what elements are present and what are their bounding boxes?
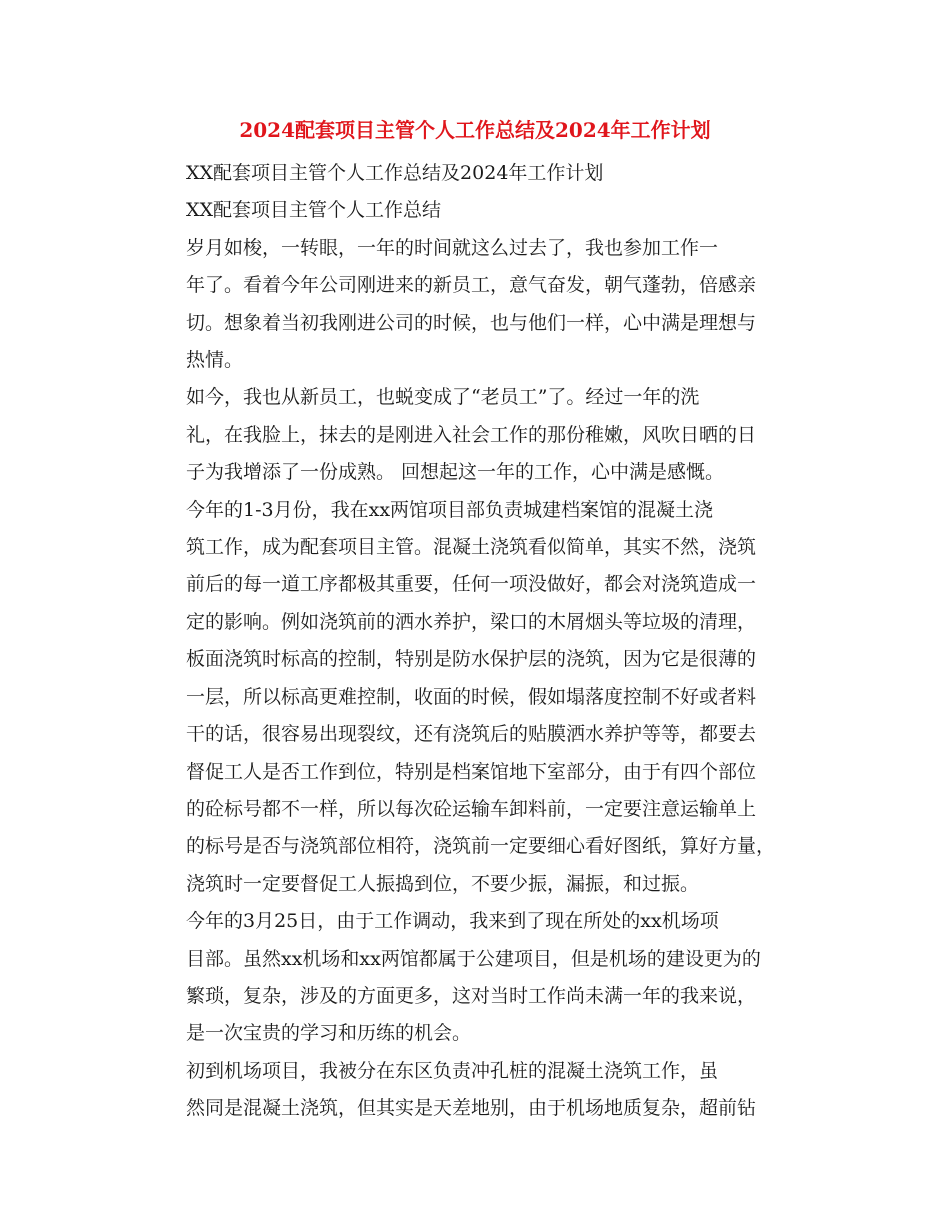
paragraph-line: 筑工作，成为配套项目主管。混凝土浇筑看似简单，其实不然，浇筑 — [186, 536, 757, 559]
paragraph-line: 如今，我也从新员工，也蜕变成了“老员工”了。经过一年的洗 — [186, 386, 700, 409]
paragraph-line: 岁月如梭，一转眼，一年的时间就这么过去了，我也参加工作一 — [186, 236, 719, 259]
paragraph-line: 干的话，很容易出现裂纹，还有浇筑后的贴膜洒水养护等等，都要去 — [186, 723, 757, 746]
paragraph-line: 今年的3月25日，由于工作调动，我来到了现在所处的xx机场项 — [186, 910, 719, 933]
paragraph-line: 然同是混凝土浇筑，但其实是天差地别，由于机场地质复杂，超前钻 — [186, 1097, 757, 1120]
paragraph-line: 今年的1-3月份，我在xx两馆项目部负责城建档案馆的混凝土浇 — [186, 498, 714, 521]
paragraph-line: 前后的每一道工序都极其重要，任何一项没做好，都会对浇筑造成一 — [186, 573, 757, 596]
paragraph — [143, 379, 813, 491]
paragraph-line: 礼，在我脸上，抹去的是刚进入社会工作的那份稚嫩，风吹日晒的日 — [186, 423, 757, 446]
document-body — [143, 155, 813, 1128]
paragraph-line: 初到机场项目，我被分在东区负责冲孔桩的混凝土浇筑工作，虽 — [186, 1059, 719, 1082]
paragraph — [143, 1053, 813, 1128]
paragraph — [143, 903, 813, 1053]
paragraph-line: 子为我增添了一份成熟。 回想起这一年的工作，心中满是感慨。 — [186, 461, 725, 484]
paragraph-line: 的砼标号都不一样，所以每次砼运输车卸料前，一定要注意运输单上 — [186, 797, 757, 820]
paragraph — [143, 492, 813, 903]
paragraph-line: 的标号是否与浇筑部位相符，浇筑前一定要细心看好图纸，算好方量， — [186, 835, 776, 858]
document-title: 2024配套项目主管个人工作总结及2024年工作计划 — [239, 118, 711, 142]
paragraph-line: 浇筑时一定要督促工人振捣到位，不要少振，漏振，和过振。 — [186, 872, 700, 895]
paragraph-line: XX配套项目主管个人工作总结 — [186, 199, 442, 222]
paragraph-line: XX配套项目主管个人工作总结及2024年工作计划 — [186, 162, 604, 184]
paragraph-line: 一层，所以标高更难控制，收面的时候，假如塌落度控制不好或者料 — [186, 685, 757, 708]
paragraph — [143, 192, 813, 229]
paragraph-line: 年了。看着今年公司刚进来的新员工，意气奋发，朝气蓬勃，倍感亲 — [186, 274, 757, 297]
paragraph — [143, 155, 813, 192]
paragraph-line: 繁琐，复杂，涉及的方面更多，这对当时工作尚未满一年的我来说， — [186, 984, 757, 1007]
paragraph-line: 督促工人是否工作到位，特别是档案馆地下室部分，由于有四个部位 — [186, 760, 757, 783]
paragraph-line: 切。想象着当初我刚进公司的时候，也与他们一样，心中满是理想与 — [186, 311, 757, 334]
paragraph-line: 目部。虽然xx机场和xx两馆都属于公建项目，但是机场的建设更为的 — [186, 947, 761, 970]
paragraph-line: 是一次宝贵的学习和历练的机会。 — [186, 1022, 472, 1045]
paragraph-line: 热情。 — [186, 349, 244, 372]
paragraph-line: 板面浇筑时标高的控制，特别是防水保护层的浇筑，因为它是很薄的 — [186, 648, 757, 671]
paragraph-line: 定的影响。例如浇筑前的洒水养护，梁口的木屑烟头等垃圾的清理， — [186, 610, 757, 633]
paragraph — [143, 230, 813, 380]
